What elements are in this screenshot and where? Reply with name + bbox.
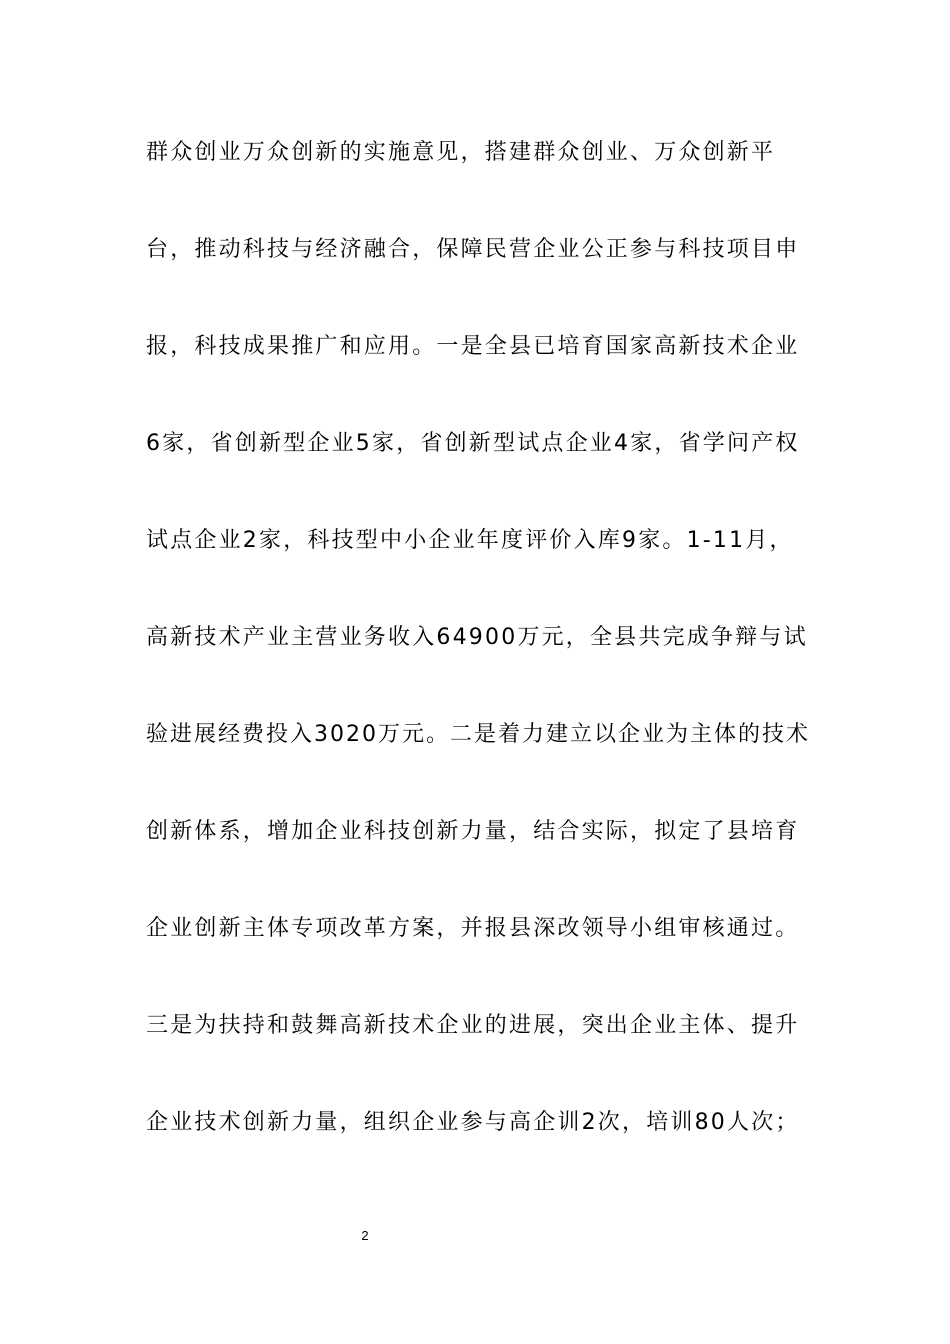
text-line: 创新体系，增加企业科技创新力量，结合实际，拟定了县培育 — [146, 819, 800, 844]
text-line: 6家，省创新型企业5家，省创新型试点企业4家，省学问产权 — [146, 431, 800, 456]
page-number: 2 — [361, 1228, 369, 1243]
text-line: 群众创业万众创新的实施意见，搭建群众创业、万众创新平 — [146, 140, 776, 165]
text-line: 试点企业2家，科技型中小企业年度评价入库9家。1-11月， — [146, 528, 794, 553]
text-line: 企业创新主体专项改革方案，并报县深改领导小组审核通过。 — [146, 916, 800, 941]
text-line: 验进展经费投入3020万元。二是着力建立以企业为主体的技术 — [146, 722, 810, 747]
text-line: 三是为扶持和鼓舞高新技术企业的进展，突出企业主体、提升 — [146, 1013, 800, 1038]
text-line: 报，科技成果推广和应用。一是全县已培育国家高新技术企业 — [146, 334, 800, 359]
body-paragraph — [146, 122, 811, 1189]
text-line: 高新技术产业主营业务收入64900万元，全县共完成争辩与试 — [146, 625, 808, 650]
text-line: 企业技术创新力量，组织企业参与高企训2次，培训80人次； — [146, 1110, 800, 1135]
text-line: 台，推动科技与经济融合，保障民营企业公正参与科技项目申 — [146, 237, 800, 262]
